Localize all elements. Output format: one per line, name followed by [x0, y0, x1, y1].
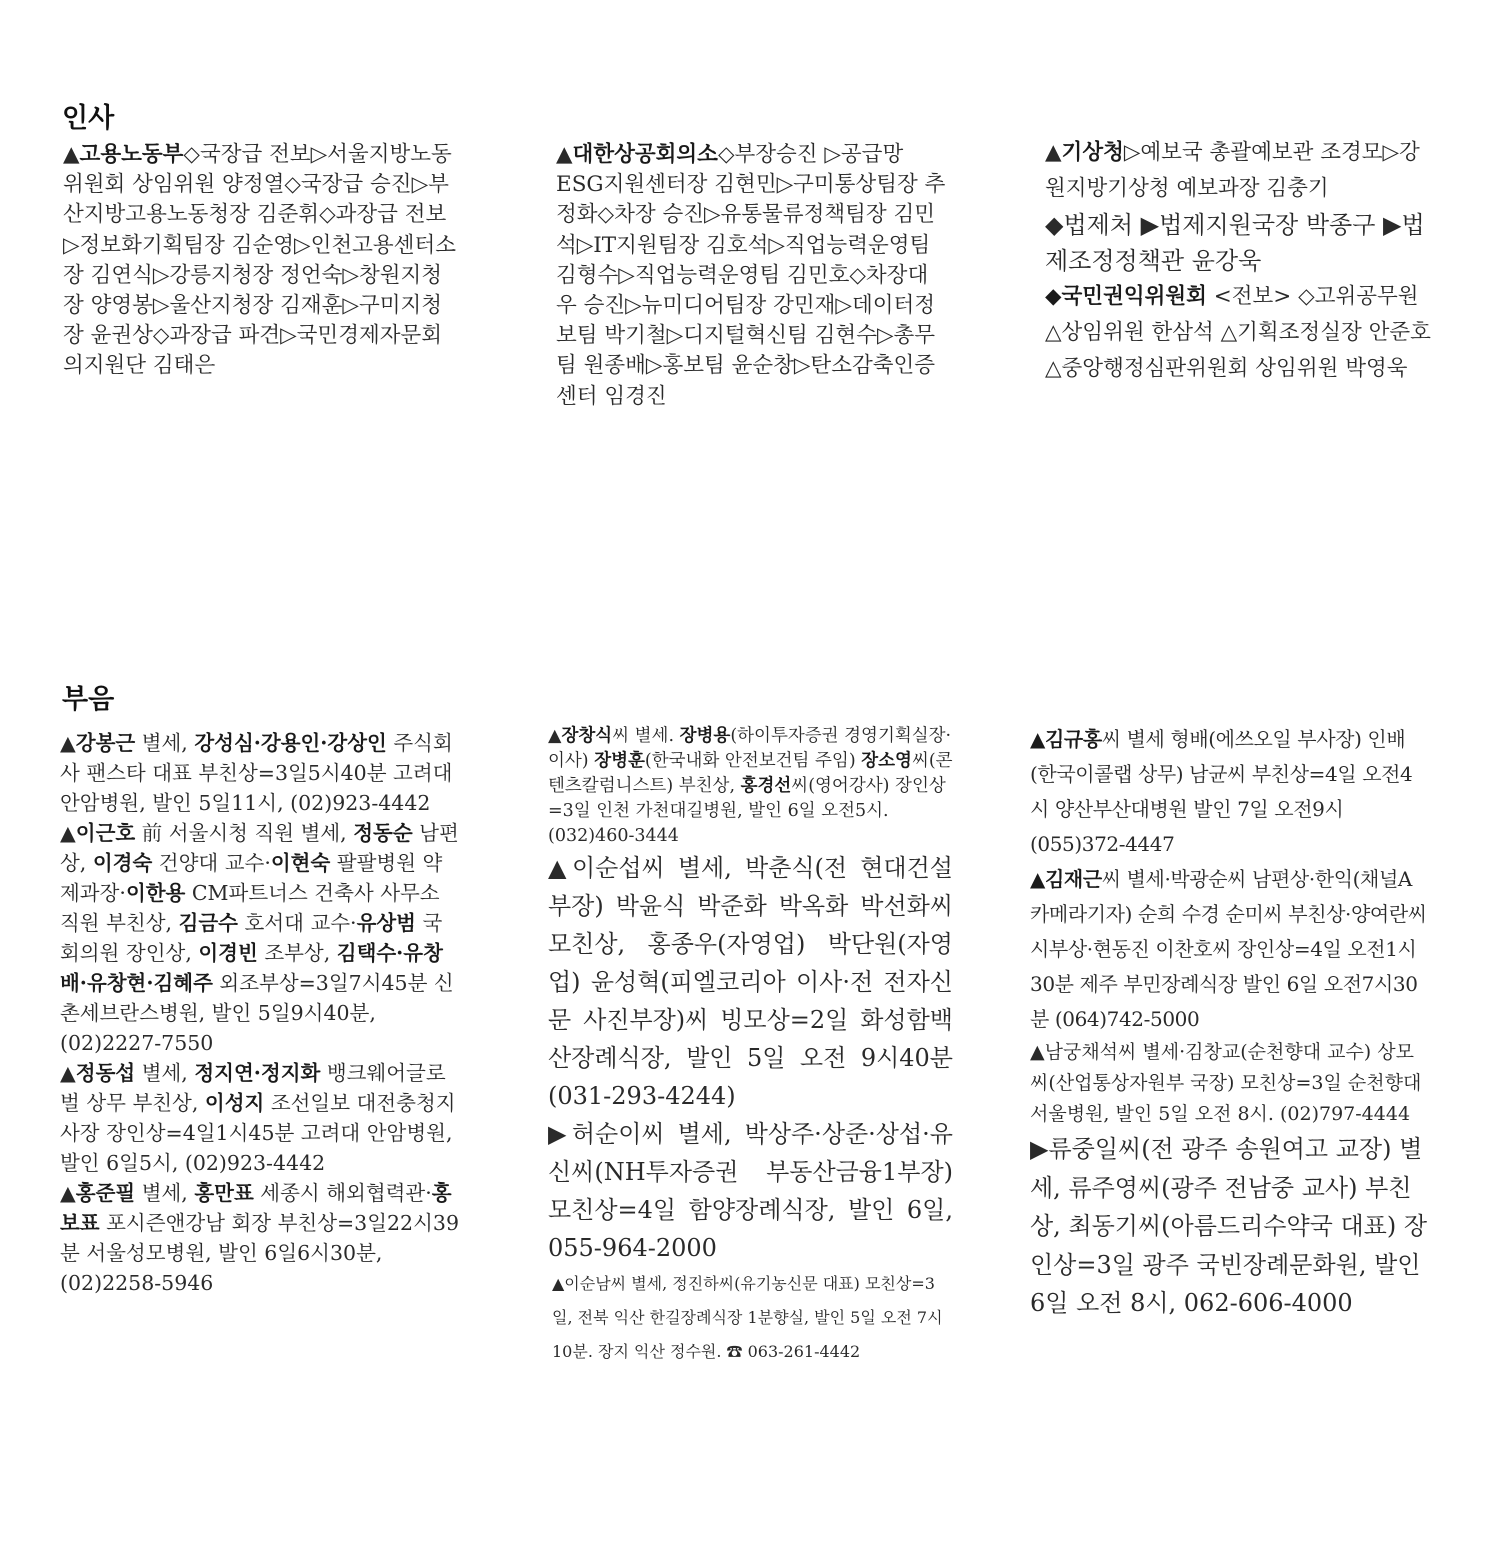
notice-text: (한국내화 안전보건팀 주임): [644, 751, 862, 771]
insa-column-3: [1045, 135, 1440, 387]
notice-paragraph: [548, 724, 953, 849]
notice-text: ▶허순이씨 별세, 박상주·상준·상섭·유신씨(NH투자증권 부동산금융1부장) 모친상=4일 함양장례식장, 발인 6일, 055-964-2000: [548, 1120, 953, 1262]
notice-name: 정동섭: [75, 1061, 136, 1085]
notice-name: 대한상공회의소: [572, 142, 718, 167]
notice-paragraph: [60, 1058, 460, 1178]
notice-paragraph: [1030, 862, 1430, 1037]
notice-text: 씨 별세 형배(에쓰오일 부사장) 인배(한국이콜랩 상무) 남균씨 부친상=4일 오전4시 양산부산대병원 발인 7일 오전9시 (055)372-4447: [1030, 727, 1413, 856]
notice-name: 유상범: [356, 911, 416, 935]
notice-text: 뱅크웨어글로벌 상무 부친상,: [60, 1061, 446, 1115]
notice-text: 씨 별세.: [612, 726, 680, 746]
notice-text: ▲남궁채석씨 별세·김창교(순천향대 교수) 상모씨(산업통상자원부 국장) 모친상=3일 순천향대서울병원, 발인 5일 오전 8시. (02)797-4444: [1030, 1041, 1422, 1125]
notice-name: 장창식: [561, 726, 613, 746]
section-title-insa: 인사: [62, 103, 115, 134]
notice-text: ▲: [60, 1061, 76, 1085]
notice-text: ▷예보국 총괄예보관 조경모▷강원지방기상청 예보과장 김충기: [1045, 140, 1420, 201]
notice-text: 팔팔병원 약제과장·: [60, 851, 443, 905]
notice-paragraph: [548, 1267, 953, 1369]
notice-text: 건양대 교수·: [152, 851, 271, 875]
notice-text: (하이투자증권 경영기획실장·이사): [548, 726, 952, 771]
notice-paragraph: [63, 140, 458, 382]
notice-name: ◆국민권익위원회: [1045, 284, 1207, 309]
notice-text: ▲: [60, 731, 76, 755]
notice-text: 조부상,: [257, 941, 337, 965]
notice-text: 씨(콘텐츠칼럼니스트) 부친상,: [548, 751, 953, 796]
notice-name: 이현숙: [270, 851, 331, 875]
notice-paragraph: [1030, 1037, 1430, 1130]
notice-text: 호서대 교수·: [238, 911, 357, 935]
notice-text: 국회의원 장인상,: [60, 911, 443, 965]
notice-name: 홍준필: [75, 1181, 136, 1205]
bueum-column-3: [1030, 722, 1430, 1323]
notice-name: 이경빈: [198, 941, 258, 965]
notice-text: ▶류중일씨(전 광주 송원여고 교장) 별세, 류주영씨(광주 전남중 교사) 부친상, 최동기씨(아름드리수약국 대표) 장인상=3일 광주 국빈장례문화원, 발인 6일 오전 8시, 062-606-4000: [1030, 1135, 1428, 1317]
notice-name: 장소영: [861, 751, 912, 771]
notice-text: 남편상,: [60, 821, 459, 875]
bueum-column-1: [60, 728, 460, 1298]
notice-name: 홍만표: [194, 1181, 254, 1205]
notice-paragraph: [60, 728, 460, 818]
notice-name: 장병용: [679, 726, 731, 746]
notice-text: ▲이순남씨 별세, 정진하씨(유기농신문 대표) 모친상=3일, 전북 익산 한길장례식장 1분향실, 발인 5일 오전 7시 10분. 장지 익산 정수원. ☎ 063-261-4442: [552, 1274, 943, 1361]
notice-paragraph: [1030, 1130, 1430, 1323]
notice-text: CM파트너스 건축사 사무소 직원 부친상,: [60, 881, 440, 935]
notice-text: 조선일보 대전충청지사장 장인상=4일1시45분 고려대 안암병원, 발인 6일5시, (02)923-4442: [60, 1091, 456, 1175]
notice-paragraph: [1045, 135, 1440, 207]
notice-paragraph: [1045, 207, 1440, 279]
notice-paragraph: [60, 1178, 460, 1298]
notice-name: 강성심·강용인·강상인: [194, 731, 387, 755]
notice-name: 이한용: [125, 881, 186, 905]
notice-text: ◆법제처 ▶법제지원국장 박종구 ▶법제조정정책관 윤강욱: [1045, 211, 1425, 275]
notice-text: 세종시 해외협력관·: [253, 1181, 432, 1205]
notice-text: ◇국장급 전보▷서울지방노동위원회 상임위원 양정열◇국장급 승진▷부산지방고용노동청장 김준휘◇과장급 전보▷정보화기획팀장 김순영▷인천고용센터소장 김연식▷강릉지청장 정언숙▷창원지청장 양영봉▷울산지청장 김재훈▷구미지청장 윤권상◇과장급 파견▷국민경제자문회의지원단 김태은: [63, 142, 456, 379]
section-title-bueum: 부음: [62, 684, 115, 715]
notice-text: ▲: [1045, 140, 1062, 165]
notice-paragraph: [556, 140, 946, 412]
notice-name: 정지연·정지화: [194, 1061, 321, 1085]
notice-name: 정동순: [353, 821, 413, 845]
notice-paragraph: [548, 849, 953, 1115]
notice-text: 외조부상=3일7시45분 신촌세브란스병원, 발인 5일9시40분, (02)2227-7550: [60, 971, 454, 1055]
notice-name: 이경숙: [92, 851, 153, 875]
notice-name: ▲김재근: [1030, 867, 1102, 891]
notice-name: 고용노동부: [79, 142, 184, 167]
notice-text: 별세,: [135, 731, 195, 755]
notice-text: 주식회사 팬스타 대표 부친상=3일5시40분 고려대 안암병원, 발인 5일11시, (02)923-4442: [60, 731, 453, 815]
notice-text: ▲: [60, 1181, 76, 1205]
notice-text: ▲: [60, 821, 76, 845]
notice-paragraph: [548, 1115, 953, 1267]
bueum-column-2: [548, 724, 953, 1369]
notice-name: ▲김규홍: [1030, 727, 1102, 751]
notice-text: 씨(영어강사) 장인상=3일 인천 가천대길병원, 발인 6일 오전5시. (032)460-3444: [548, 776, 946, 846]
notice-text: 별세,: [135, 1061, 195, 1085]
notice-text: ▲: [548, 726, 562, 746]
notice-text: ◇부장승진 ▷공급망ESG지원센터장 김현민▷구미통상팀장 추정화◇차장 승진▷유통물류정책팀장 김민석▷IT지원팀장 김호석▷직업능력운영팀 김형수▷직업능력운영팀 김민호◇차장대우 승진▷뉴미디어팀장 강민재▷데이터정보팀 박기철▷디지털혁신팀 김현수▷총무팀 원종배▷홍보팀 윤순창▷탄소감축인증센터 임경진: [556, 142, 946, 409]
notice-paragraph: [1030, 722, 1430, 862]
notice-paragraph: [1045, 279, 1440, 387]
notice-text: <전보> ◇고위공무원 △상임위원 한삼석 △기획조정실장 안준호 △중앙행정심판위원회 상임위원 박영욱: [1045, 284, 1431, 381]
notice-text: ▲이순섭씨 별세, 박춘식(전 현대건설 부장) 박윤식 박준화 박옥화 박선화씨 모친상, 홍종우(자영업) 박단원(자영업) 윤성혁(피엘코리아 이사·전 전자신문 사진부장)씨 빙모상=2일 화성함백산장례식장, 발인 5일 오전 9시40분 (031-293-4244): [548, 854, 953, 1110]
notice-name: 이성지: [204, 1091, 265, 1115]
notice-name: 기상청: [1061, 140, 1124, 165]
insa-column-1: [63, 140, 458, 382]
notice-text: ▲: [556, 142, 573, 167]
notice-name: 장병훈: [594, 751, 645, 771]
notice-name: 김금수: [178, 911, 238, 935]
notice-name: 이근호: [75, 821, 136, 845]
notice-name: 홍경선: [740, 776, 792, 796]
notice-text: 씨 별세·박광순씨 남편상·한익(채널A 카메라기자) 순희 수경 순미씨 부친상·양여란씨 시부상·현동진 이찬호씨 장인상=4일 오전1시30분 제주 부민장례식장 발인 6일 오전7시30분 (064)742-5000: [1030, 867, 1427, 1031]
notice-text: 별세,: [135, 1181, 195, 1205]
notice-name: 강봉근: [75, 731, 136, 755]
notice-name: 김택수·유창배·유창현·김혜주: [60, 941, 443, 995]
insa-column-2: [556, 140, 946, 412]
notice-name: 홍보표: [60, 1181, 452, 1235]
notice-text: 포시즌앤강남 회장 부친상=3일22시39분 서울성모병원, 발인 6일6시30분, (02)2258-5946: [60, 1211, 459, 1295]
notice-text: ▲: [63, 142, 80, 167]
notice-text: 前 서울시청 직원 별세,: [135, 821, 354, 845]
notice-paragraph: [60, 818, 460, 1058]
